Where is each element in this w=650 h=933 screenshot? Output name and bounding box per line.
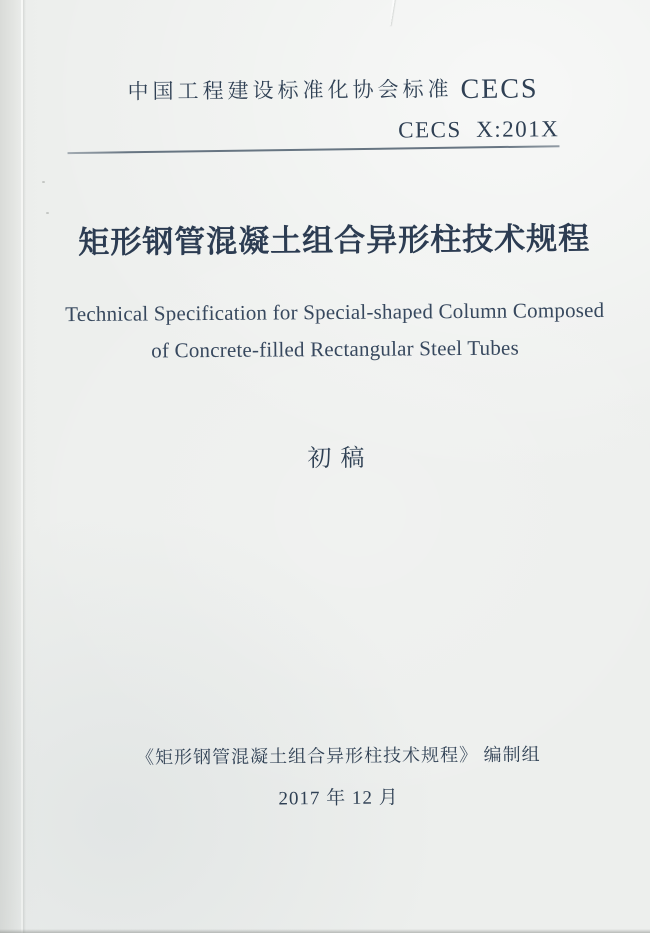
page-bottom-edge bbox=[0, 929, 650, 933]
document-title-en-line2: of Concrete-filled Rectangular Steel Tubes bbox=[151, 335, 519, 363]
header-rule bbox=[68, 145, 560, 154]
publication-date: 2017 年 12 月 bbox=[278, 787, 399, 810]
draft-label: 初稿 bbox=[307, 445, 374, 473]
document-title-zh: 矩形钢管混凝土组合异形柱技术规程 bbox=[78, 220, 591, 261]
association-code-label: CECS bbox=[460, 73, 539, 106]
paper-speck bbox=[42, 181, 45, 183]
association-standard-line bbox=[19, 72, 647, 110]
compiler-group: 《矩形钢管混凝土组合异形柱技术规程》 编制组 bbox=[135, 744, 541, 768]
paper-speck bbox=[46, 212, 49, 214]
cover-content bbox=[18, 0, 650, 933]
association-standard-label: 中国工程建设标准化协会标准 bbox=[127, 77, 453, 104]
standard-number: CECS X:201X bbox=[398, 116, 560, 143]
document-title-en-line1: Technical Specification for Special-shaped Column Composed bbox=[65, 297, 605, 327]
page-left-crease-shadow bbox=[23, 0, 26, 933]
